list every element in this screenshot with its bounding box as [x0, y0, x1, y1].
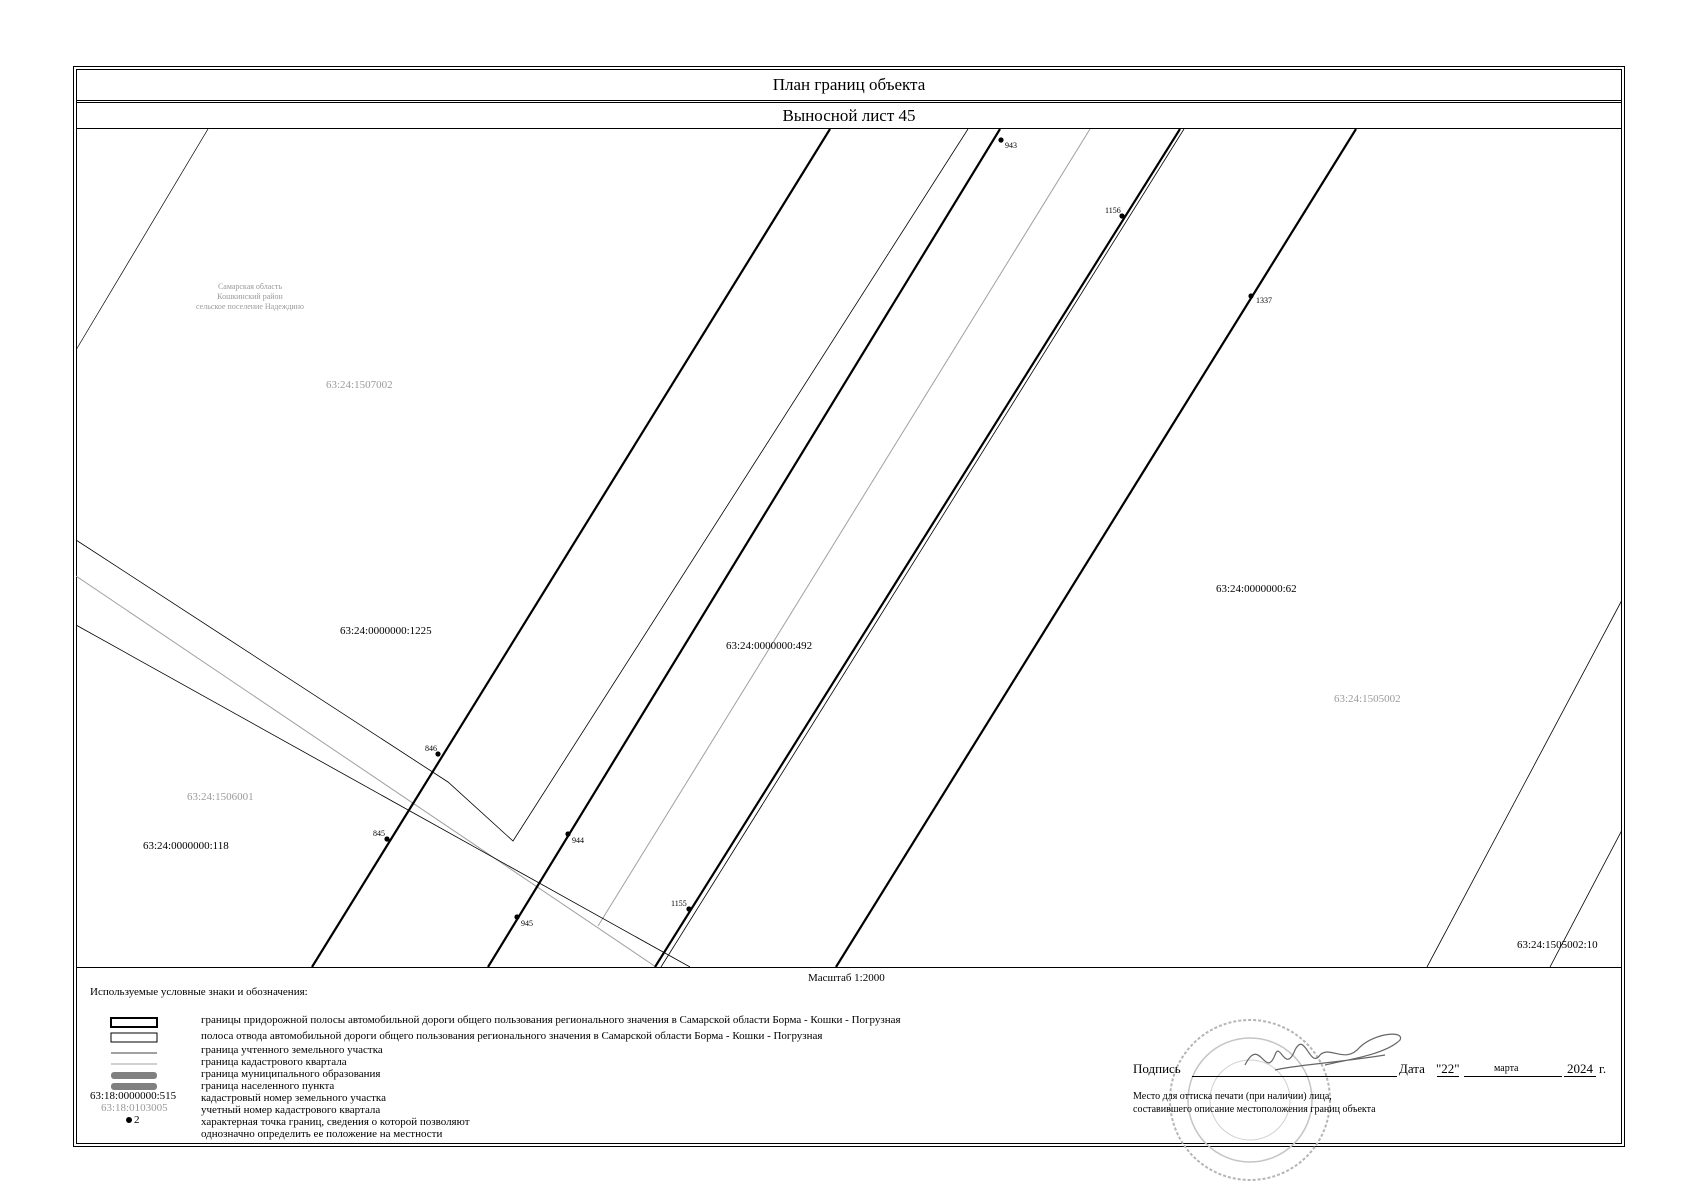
- legend-point-icon: [126, 1117, 132, 1123]
- point-845: [384, 836, 389, 841]
- point-945: [514, 914, 519, 919]
- legend-item-municipal-boundary: граница муниципального образования: [201, 1068, 381, 1080]
- parcel-boundary-118: [76, 625, 690, 967]
- point-label-845: 845: [373, 829, 385, 838]
- legend-item-point-cont: однозначно определить ее положение на местности: [201, 1128, 443, 1140]
- legend-title: Используемые условные знаки и обозначения:: [90, 986, 308, 998]
- point-label-1155: 1155: [671, 899, 687, 908]
- point-label-846: 846: [425, 744, 437, 753]
- roadside-boundary-west: [312, 129, 830, 967]
- legend-sample-quarter-number: 63:18:0103005: [101, 1102, 168, 1114]
- road-allotment-boundary-west: [488, 129, 1000, 967]
- parcel-number-492: 63:24:0000000:492: [726, 640, 813, 652]
- legend-item-allotment: полоса отвода автомобильной дороги общего пользования регионального значения в Самарской области Борма - Кошки - Погрузная: [201, 1030, 823, 1042]
- date-year: 2024: [1567, 1061, 1593, 1076]
- date-year-line: [1564, 1076, 1596, 1077]
- legend-item-roadside: границы придорожной полосы автомобильной дороги общего пользования регионального значения в Самарской области Борма - Кошки - Погрузная: [201, 1014, 901, 1026]
- plan-title: План границ объекта: [772, 75, 926, 94]
- quarter-number-1507002: 63:24:1507002: [326, 379, 393, 391]
- quarter-boundary-4: [1427, 600, 1622, 967]
- date-month-line: [1464, 1076, 1562, 1077]
- legend-sample-point-number: 2: [134, 1114, 140, 1126]
- roadside-boundary-east: [836, 129, 1356, 967]
- point-label-1156: 1156: [1105, 206, 1121, 215]
- point-943: [998, 137, 1003, 142]
- road-allotment-boundary-east: [655, 129, 1180, 967]
- legend-allotment-symbol: [111, 1033, 157, 1042]
- date-label: Дата: [1399, 1061, 1425, 1076]
- date-year-suffix: г.: [1599, 1061, 1607, 1076]
- region-label-line-3: сельское поселение Надеждино: [196, 302, 304, 311]
- parcel-number-1225: 63:24:0000000:1225: [340, 625, 432, 637]
- region-label-line-2: Кошкинский район: [217, 292, 283, 301]
- legend-item-quarter-number: учетный номер кадастрового квартала: [201, 1104, 381, 1116]
- legend-item-parcel-number: кадастровый номер земельного участка: [201, 1092, 386, 1104]
- date-day-line: [1437, 1076, 1459, 1077]
- point-1155: [686, 906, 691, 911]
- legend-municipal-symbol: [111, 1072, 157, 1079]
- handwritten-signature: [1235, 1025, 1415, 1090]
- signature-label: Подпись: [1133, 1061, 1181, 1076]
- point-label-1337: 1337: [1256, 296, 1272, 305]
- point-1337: [1248, 293, 1253, 298]
- legend-item-settlement-boundary: граница населенного пункта: [201, 1080, 335, 1092]
- quarter-number-1505002: 63:24:1505002: [1334, 693, 1401, 705]
- legend-roadside-symbol: [111, 1018, 157, 1027]
- point-944: [565, 831, 570, 836]
- parcel-number-62: 63:24:0000000:62: [1216, 583, 1297, 595]
- legend-item-point: характерная точка границ, сведения о которой позволяют: [201, 1116, 470, 1128]
- point-label-944: 944: [572, 836, 584, 845]
- sheet-subtitle: Выносной лист 45: [782, 106, 916, 125]
- signature-line: [1192, 1076, 1397, 1077]
- point-label-945: 945: [521, 919, 533, 928]
- parcel-boundary-492-west: [76, 129, 968, 841]
- stamp-place-line-2: составившего описание местоположения границ объекта: [1133, 1104, 1376, 1115]
- region-label: [190, 282, 310, 312]
- legend-sample-parcel-number: 63:18:0000000:515: [90, 1090, 177, 1102]
- quarter-boundary-1: [76, 129, 208, 350]
- point-label-943: 943: [1005, 141, 1017, 150]
- legend-item-parcel-boundary: граница учтенного земельного участка: [201, 1044, 383, 1056]
- legend-sample-point: [126, 1114, 140, 1126]
- quarter-boundary-2: [598, 129, 1090, 926]
- legend-settlement-symbol: [111, 1083, 157, 1090]
- date-month: марта: [1494, 1063, 1519, 1074]
- parcel-number-118: 63:24:0000000:118: [143, 840, 229, 852]
- scale-label: Масштаб 1:2000: [808, 972, 885, 984]
- parcel-number-1505002-10: 63:24:1505002:10: [1517, 939, 1598, 951]
- region-label-line-1: Самарская область: [217, 282, 283, 291]
- legend-item-quarter-boundary: граница кадастрового квартала: [201, 1056, 347, 1068]
- quarter-number-1506001: 63:24:1506001: [187, 791, 254, 803]
- date-day: "22": [1436, 1061, 1460, 1076]
- stamp-place-line-1: Место для оттиска печати (при наличии) лица,: [1133, 1091, 1332, 1102]
